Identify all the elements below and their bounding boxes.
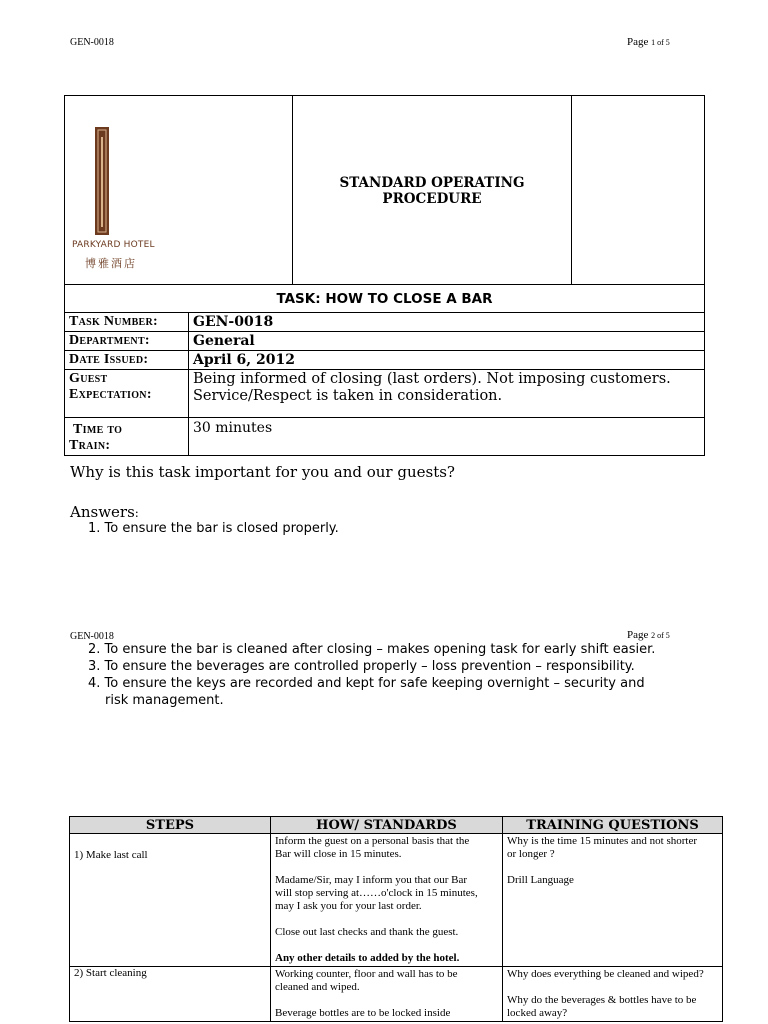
date-issued-value: April 6, 2012 — [189, 351, 705, 370]
line-gap — [275, 939, 498, 952]
answer-item: 2. To ensure the bar is cleaned after closing – makes opening task for early shift easier. — [88, 642, 656, 657]
guest-expectation-value-1: Being informed of closing (last orders). Not imposing customers. — [193, 371, 671, 387]
question-line: locked away? — [507, 1007, 568, 1019]
page-count-2: 2 of 5 — [651, 631, 670, 640]
page-count: 1 of 5 — [651, 38, 670, 47]
time-to-train-row — [65, 418, 705, 456]
task-number-value: GEN-0018 — [189, 313, 705, 332]
how-standards-header: HOW/ STANDARDS — [271, 817, 503, 834]
how-line: Working counter, floor and wall has to be — [275, 968, 458, 980]
how-cell — [271, 967, 503, 1022]
training-questions-header: TRAINING QUESTIONS — [503, 817, 723, 834]
line-gap — [275, 994, 498, 1007]
page-label-2: Page — [627, 629, 649, 641]
date-issued-label: Date Issued: — [65, 351, 189, 370]
logo-text-cn: 博雅酒店 — [85, 257, 137, 270]
questions-cell — [503, 834, 723, 967]
time-to-train-label-1: Time to — [73, 422, 123, 437]
guest-expectation-value — [189, 370, 705, 418]
question-line: or longer ? — [507, 848, 555, 860]
how-line: Beverage bottles are to be locked inside — [275, 1007, 451, 1019]
guest-expectation-label-2: Expectation: — [69, 387, 152, 402]
answer-item-continued: risk management. — [105, 693, 224, 708]
doc-code-page-2: GEN-0018 — [70, 631, 114, 642]
task-number-label: Task Number: — [65, 313, 189, 332]
guest-expectation-value-2: Service/Respect is taken in consideration. — [193, 388, 503, 404]
question-line: Why does everything be cleaned and wiped? — [507, 968, 704, 980]
time-to-train-label-2: Train: — [69, 438, 111, 453]
title-line-2: PROCEDURE — [382, 191, 482, 207]
line-gap — [275, 861, 498, 874]
header-box — [64, 95, 705, 285]
how-cell — [271, 834, 503, 967]
line-gap — [507, 981, 718, 994]
doc-code: GEN-0018 — [70, 37, 114, 48]
answers-label: Answers — [70, 503, 135, 521]
how-note-bold: Any other details to added by the hotel. — [275, 952, 460, 964]
question-line: Drill Language — [507, 874, 574, 886]
document-title — [293, 175, 571, 207]
step-cell: 1) Make last call — [70, 834, 271, 967]
answers-list-1 — [88, 520, 339, 537]
how-line: Bar will close in 15 minutes. — [275, 848, 402, 860]
department-label: Department: — [65, 332, 189, 351]
how-line: will stop serving at……o'clock in 15 minutes, — [275, 887, 478, 899]
answer-item: 3. To ensure the beverages are controlled properly – loss prevention – responsibility. — [88, 659, 635, 674]
line-gap — [507, 861, 718, 874]
department-value: General — [189, 332, 705, 351]
task-question: Why is this task important for you and our guests? — [70, 463, 455, 481]
task-title-row — [64, 284, 705, 313]
steps-table — [69, 816, 723, 1022]
question-line: Why is the time 15 minutes and not shorter — [507, 835, 698, 847]
time-to-train-value: 30 minutes — [189, 418, 705, 456]
department-row — [65, 332, 705, 351]
time-to-train-label — [65, 418, 189, 456]
step-cell: 2) Start cleaning — [70, 967, 271, 1022]
answers-list-2 — [88, 641, 718, 709]
page-label: Page — [627, 36, 649, 48]
page-number-2 — [627, 629, 670, 641]
logo-text-en: PARKYARD HOTEL — [72, 240, 155, 250]
task-info-table — [64, 312, 705, 456]
guest-expectation-row — [65, 370, 705, 418]
question-line: Why do the beverages & bottles have to be — [507, 994, 697, 1006]
guest-expectation-label-1: Guest — [69, 371, 108, 386]
answers-colon: : — [134, 506, 139, 520]
steps-header-row — [70, 817, 723, 834]
how-line: Madame/Sir, may I inform you that our Bar — [275, 874, 468, 886]
how-line: cleaned and wiped. — [275, 981, 360, 993]
steps-header: STEPS — [70, 817, 271, 834]
how-line: may I ask you for your last order. — [275, 900, 422, 912]
title-line-1: STANDARD OPERATING — [339, 175, 525, 191]
table-row — [70, 834, 723, 967]
page-number — [627, 36, 670, 48]
guest-expectation-label — [65, 370, 189, 418]
answers-heading — [70, 503, 139, 521]
table-row — [70, 967, 723, 1022]
answer-item: 1. To ensure the bar is closed properly. — [88, 521, 339, 536]
questions-cell — [503, 967, 723, 1022]
how-line: Close out last checks and thank the guest. — [275, 926, 459, 938]
answer-item: 4. To ensure the keys are recorded and kept for safe keeping overnight – security and — [88, 676, 645, 691]
date-issued-row — [65, 351, 705, 370]
hotel-logo — [65, 96, 292, 284]
task-number-row — [65, 313, 705, 332]
how-line: Inform the guest on a personal basis that the — [275, 835, 470, 847]
task-title: TASK: HOW TO CLOSE A BAR — [276, 291, 493, 307]
line-gap — [275, 913, 498, 926]
